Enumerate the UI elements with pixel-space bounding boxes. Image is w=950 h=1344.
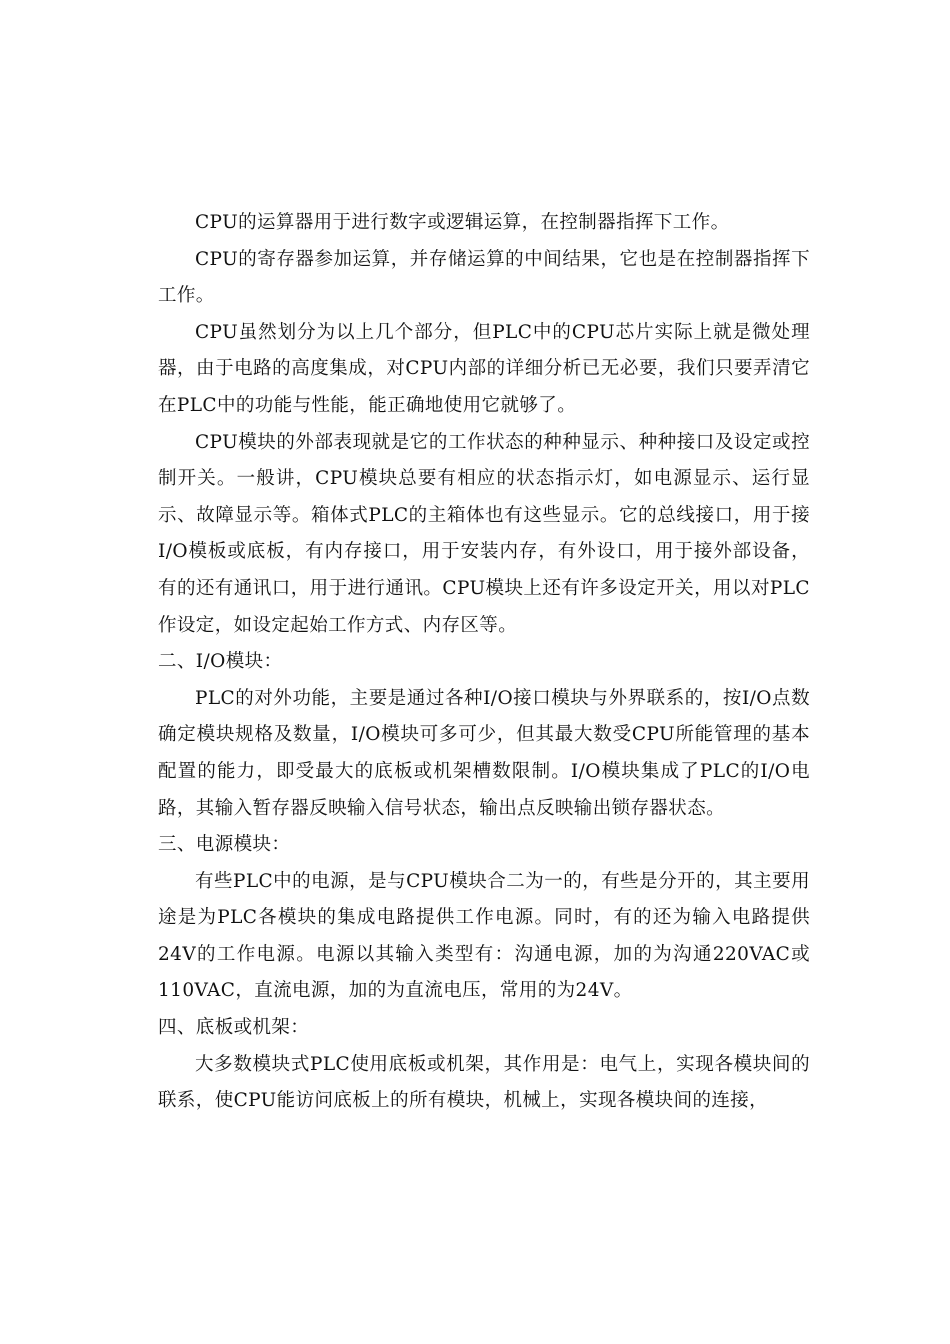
heading-rack: 四、底板或机架： <box>158 1017 310 1039</box>
document-body <box>158 205 810 1120</box>
paragraph-power-module: 有些PLC中的电源，是与CPU模块合二为一的，有些是分开的，其主要用途是为PLC各模块的集成电路提供工作电源。同时，有的还为输入电路提供24V的工作电源。电源以其输入类型有：沟通电源，加的为沟通220VAC或110VAC，直流电源，加的为直流电压，常用的为24V。 <box>158 870 810 1002</box>
paragraph-cpu-register: CPU的寄存器参加运算，并存储运算的中间结果，它也是在控制器指挥下工作。 <box>158 248 810 307</box>
paragraph-cpu-module: CPU模块的外部表现就是它的工作状态的种种显示、种种接口及设定或控制开关。一般讲，CPU模块总要有相应的状态指示灯，如电源显示、运行显示、故障显示等。箱体式PLC的主箱体也有这些显示。它的总线接口，用于接I/O模板或底板，有内存接口，用于安装内存，有外设口，用于接外部设备，有的还有通讯口，用于进行通讯。CPU模块上还有许多设定开关，用以对PLC作设定，如设定起始工作方式、内存区等。 <box>158 431 810 636</box>
paragraph-cpu-alu: CPU的运算器用于进行数字或逻辑运算，在控制器指挥下工作。 <box>195 212 730 233</box>
heading-power-module: 三、电源模块： <box>158 834 291 856</box>
paragraph-rack: 大多数模块式PLC使用底板或机架，其作用是：电气上，实现各模块间的联系，使CPU能访问底板上的所有模块，机械上，实现各模块间的连接， <box>158 1053 810 1112</box>
heading-io-module: 二、I/O模块： <box>158 651 283 673</box>
paragraph-io-module: PLC的对外功能，主要是通过各种I/O接口模块与外界联系的，按I/O点数确定模块规格及数量，I/O模块可多可少，但其最大数受CPU所能管理的基本配置的能力，即受最大的底板或机架槽数限制。I/O模块集成了PLC的I/O电路，其输入暂存器反映输入信号状态，输出点反映输出锁存器状态。 <box>158 687 810 819</box>
paragraph-cpu-microprocessor: CPU虽然划分为以上几个部分，但PLC中的CPU芯片实际上就是微处理器，由于电路的高度集成，对CPU内部的详细分析已无必要，我们只要弄清它在PLC中的功能与性能，能正确地使用它就够了。 <box>158 321 810 416</box>
